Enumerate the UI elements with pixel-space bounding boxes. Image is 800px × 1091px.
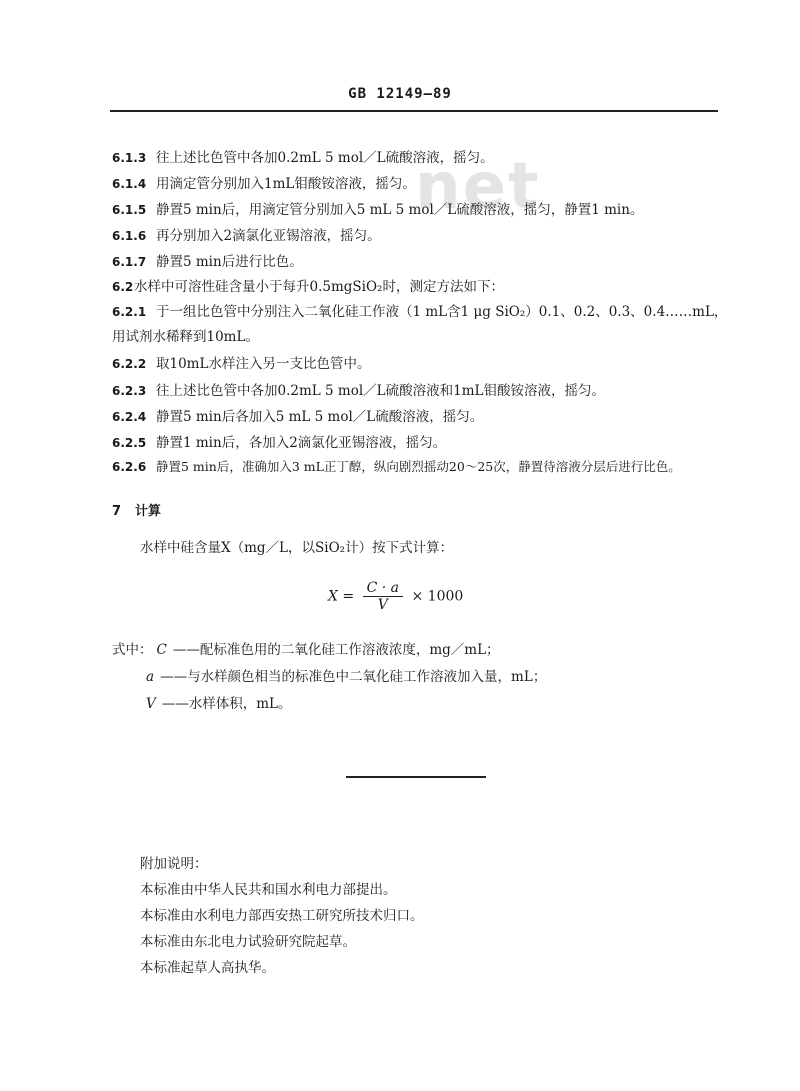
where-line: V ——水样体积，mL。 — [146, 696, 292, 712]
clause-line: 6.2.2 取10mL水样注入另一支比色管中。 — [112, 356, 371, 372]
calc-intro: 水样中硅含量X（mg／L，以SiO₂计）按下式计算： — [140, 540, 454, 556]
note-line: 本标准起草人高执华。 — [140, 960, 275, 976]
clause-line: 6.1.6 再分别加入2滴氯化亚锡溶液，摇匀。 — [112, 228, 381, 244]
clause-line: 6.2.5 静置1 min后，各加入2滴氯化亚锡溶液，摇匀。 — [112, 435, 447, 451]
header-rule — [110, 110, 718, 112]
clause-line: 6.2水样中可溶性硅含量小于每升0.5mgSiO₂时，测定方法如下： — [112, 279, 504, 295]
clause-line: 6.2.4 静置5 min后各加入5 mL 5 mol／L硫酸溶液，摇匀。 — [112, 409, 484, 425]
clause-line: 6.2.1 于一组比色管中分别注入二氧化硅工作液（1 mL含1 μg SiO₂）0.1、0.2、0.3、0.4……mL， — [112, 304, 728, 320]
clause-line: 6.1.7 静置5 min后进行比色。 — [112, 254, 303, 270]
watermark: net — [415, 150, 541, 224]
clause-line: 用试剂水稀释到10mL。 — [112, 329, 259, 345]
clause-line: 6.1.4 用滴定管分别加入1mL钼酸铵溶液，摇匀。 — [112, 176, 416, 192]
note-line: 本标准由东北电力试验研究院起草。 — [140, 934, 356, 950]
clause-line: 6.1.5 静置5 min后，用滴定管分别加入5 mL 5 mol／L硫酸溶液，摇匀，静置1 min。 — [112, 202, 644, 218]
section-heading: 7 计算 — [112, 504, 162, 519]
note-line: 本标准由中华人民共和国水利电力部提出。 — [140, 882, 397, 898]
note-line: 本标准由水利电力部西安热工研究所技术归口。 — [140, 908, 424, 924]
end-rule — [346, 776, 486, 778]
clause-line: 6.1.3 往上述比色管中各加0.2mL 5 mol／L硫酸溶液，摇匀。 — [112, 150, 494, 166]
notes-heading: 附加说明： — [140, 856, 208, 872]
where-line: 式中： C ——配标准色用的二氧化硅工作溶液浓度，mg／mL； — [112, 642, 500, 658]
formula: X = $\frac{C \cdot a}{V}$ × 1000 — [328, 580, 464, 613]
clause-line: 6.2.3 往上述比色管中各加0.2mL 5 mol／L硫酸溶液和1mL钼酸铵溶液，摇匀。 — [112, 383, 605, 399]
page-header: GB 12149—89 — [348, 86, 452, 102]
clause-line: 6.2.6 静置5 min后，准确加入3 mL正丁醇，纵向剧烈摇动20～25次，静置待溶液分层后进行比色。 — [112, 459, 681, 474]
where-line: a ——与水样颜色相当的标准色中二氧化硅工作溶液加入量，mL； — [146, 669, 547, 685]
